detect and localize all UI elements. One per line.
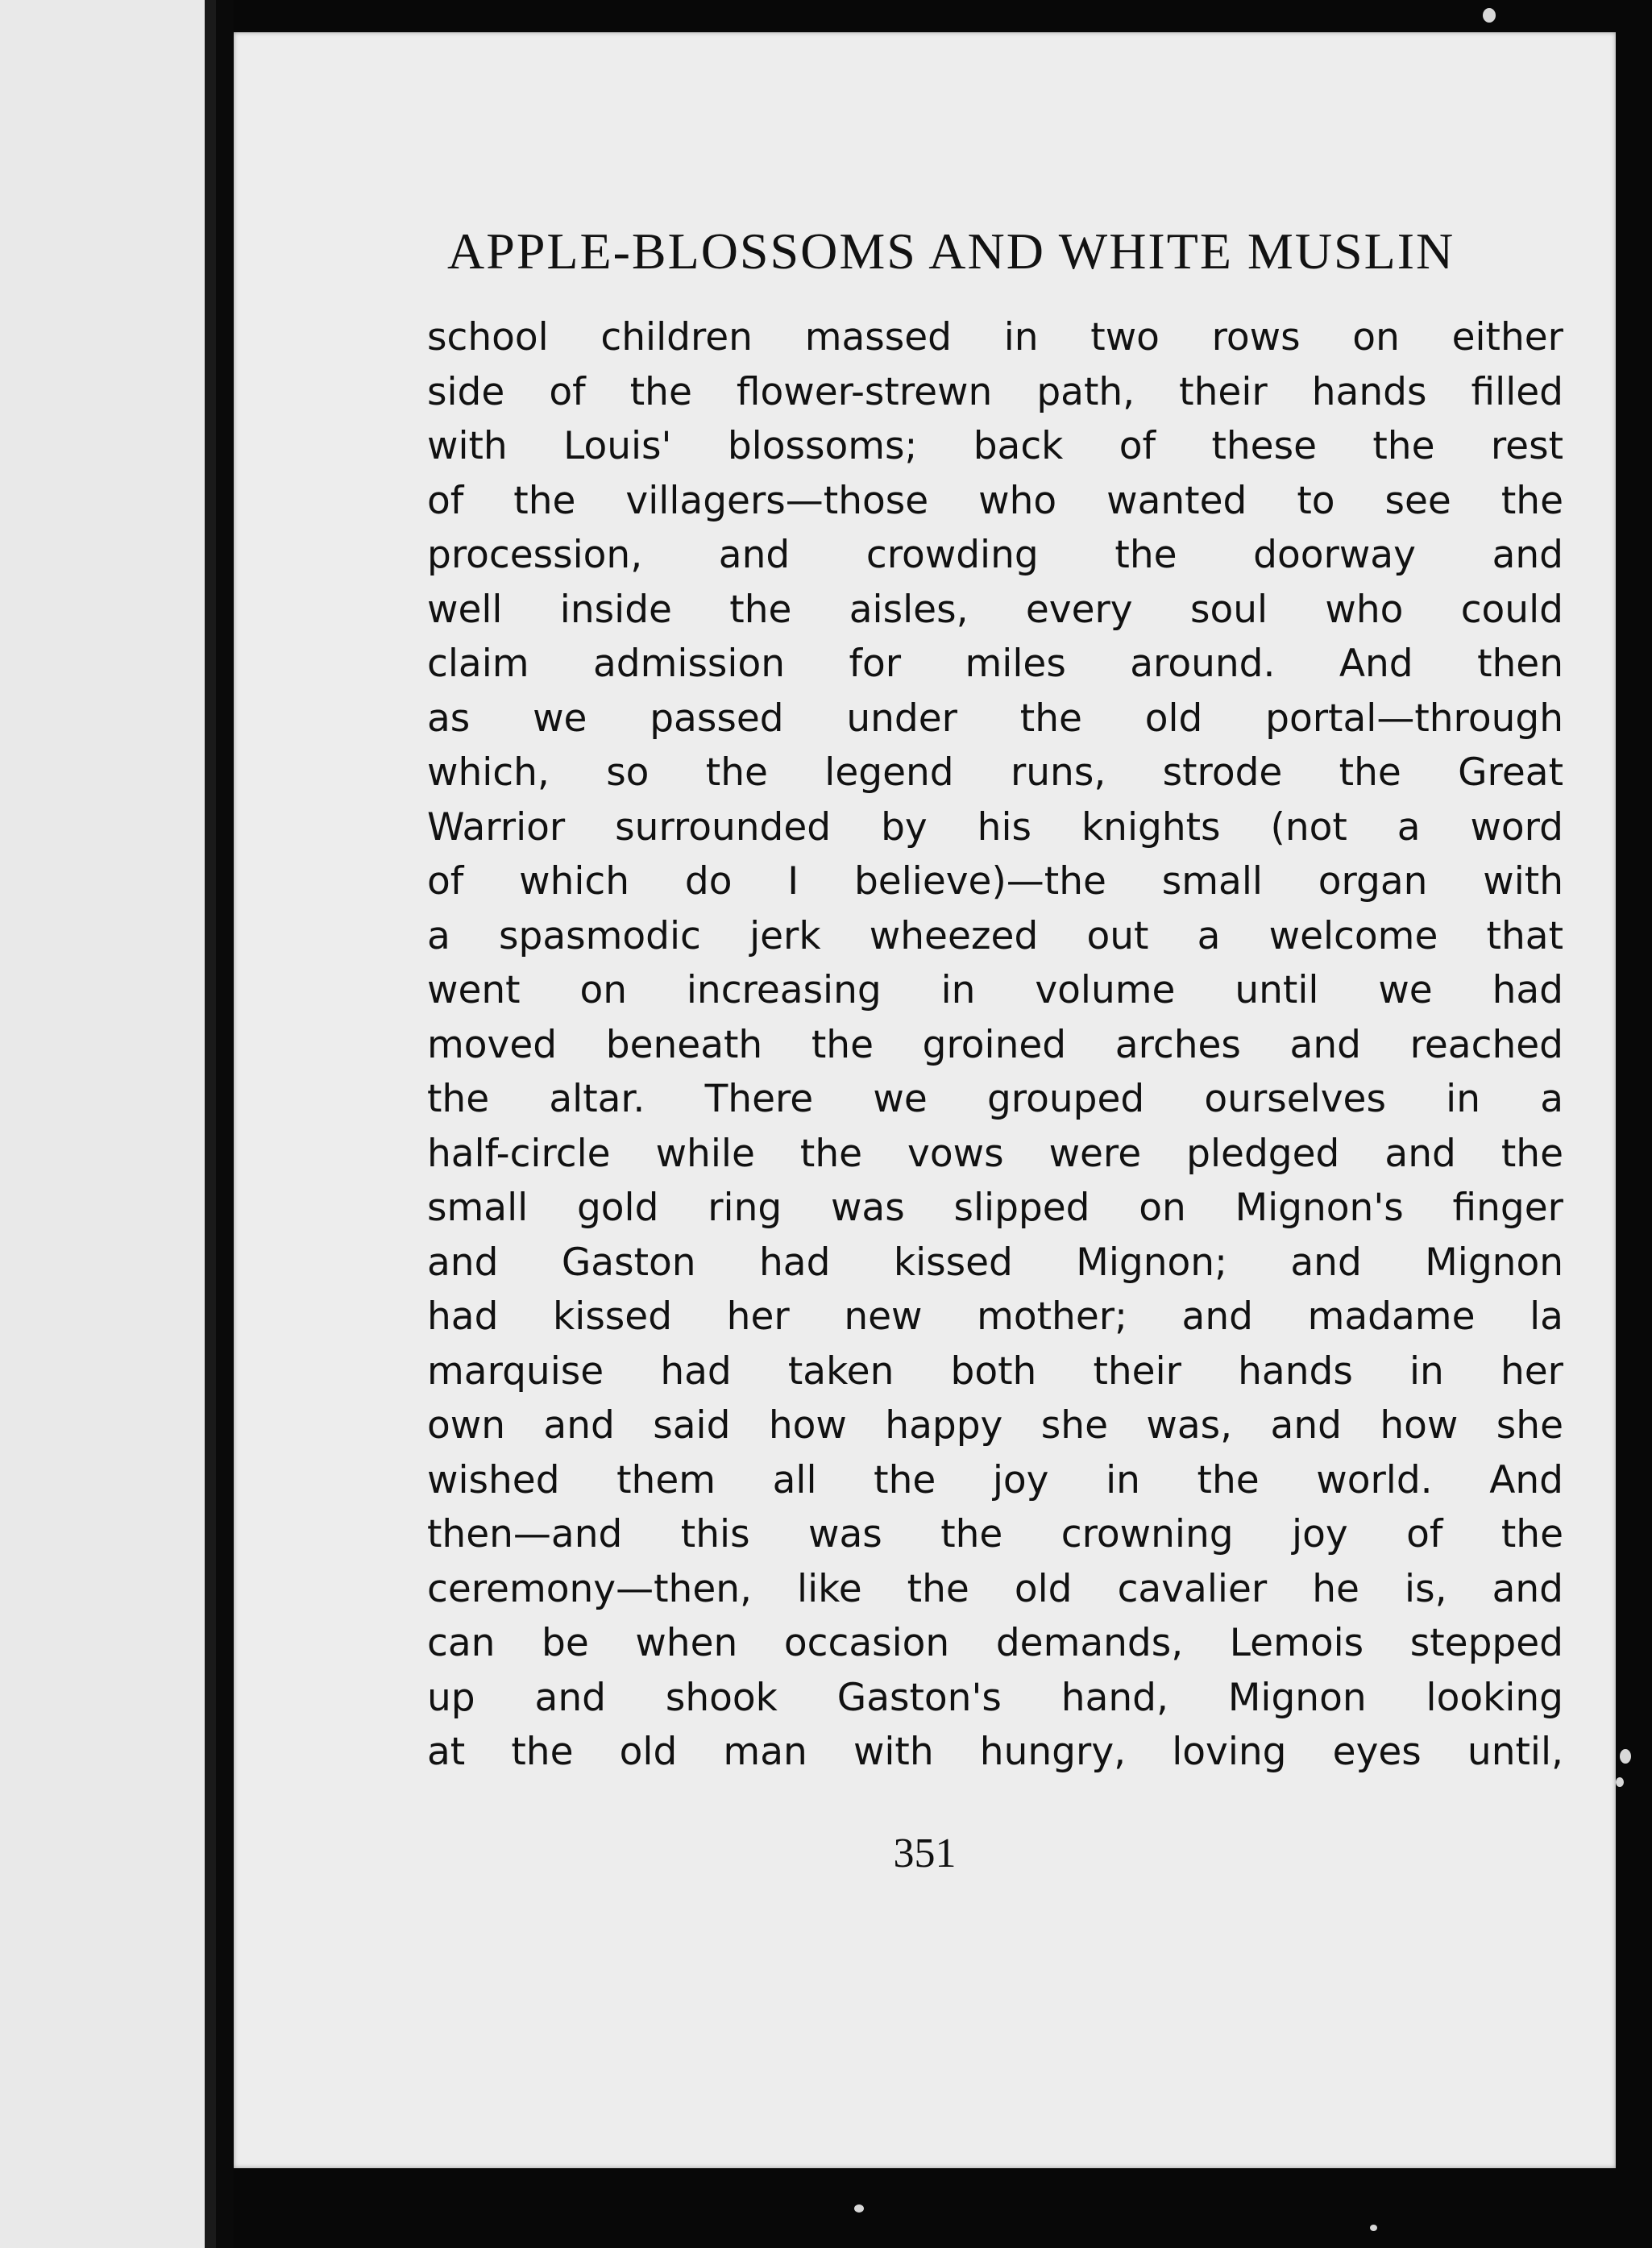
text-line: half-circle while the vows were pledged and the (427, 1131, 1563, 1176)
text-line: at the old man with hungry, loving eyes until, (427, 1730, 1563, 1774)
scan-speck (1483, 8, 1496, 23)
text-line: marquise had taken both their hands in her (427, 1348, 1563, 1394)
scan-speck (854, 2204, 864, 2213)
text-line: procession, and crowding the doorway and (427, 533, 1563, 577)
text-line: side of the flower-strewn path, their hands filled (427, 369, 1563, 414)
text-line: went on increasing in volume until we had (427, 968, 1563, 1012)
text-line: moved beneath the groined arches and reached (427, 1022, 1563, 1067)
facing-page-edge (0, 0, 216, 2248)
text-line: can be when occasion demands, Lemois stepped (427, 1621, 1563, 1665)
text-line: school children massed in two rows on either (427, 315, 1563, 359)
book-gutter (216, 0, 234, 2248)
text-line: a spasmodic jerk wheezed out a welcome that (427, 913, 1563, 958)
text-line: the altar. There we grouped ourselves in a (427, 1077, 1563, 1121)
page-number: 351 (893, 1830, 957, 1876)
text-line: up and shook Gaston's hand, Mignon looking (427, 1675, 1563, 1720)
text-line: and Gaston had kissed Mignon; and Mignon (427, 1240, 1563, 1285)
book-page (234, 32, 1616, 2168)
text-line: which, so the legend runs, strode the Great (427, 750, 1563, 795)
text-line: with Louis' blossoms; back of these the rest (427, 424, 1563, 468)
text-line: small gold ring was slipped on Mignon's finger (427, 1186, 1563, 1230)
scan-speck (1370, 2225, 1377, 2231)
scan-speck (1620, 1749, 1631, 1764)
text-line: ceremony—then, like the old cavalier he is, and (427, 1566, 1563, 1611)
body-text (427, 310, 1563, 1780)
running-head: APPLE-BLOSSOMS AND WHITE MUSLIN (447, 222, 1455, 280)
text-line: of the villagers—those who wanted to see the (427, 478, 1563, 523)
text-line: then—and this was the crowning joy of the (427, 1512, 1563, 1556)
text-line: wished them all the joy in the world. And (427, 1457, 1563, 1502)
text-line: as we passed under the old portal—through (427, 696, 1563, 741)
text-line: of which do I believe)—the small organ with (427, 859, 1563, 904)
text-line: had kissed her new mother; and madame la (427, 1294, 1563, 1339)
text-line: Warrior surrounded by his knights (not a word (427, 804, 1563, 850)
scan-speck (1616, 1777, 1624, 1787)
text-line: well inside the aisles, every soul who could (427, 587, 1563, 632)
text-line: own and said how happy she was, and how she (427, 1403, 1563, 1448)
text-line: claim admission for miles around. And then (427, 642, 1563, 686)
